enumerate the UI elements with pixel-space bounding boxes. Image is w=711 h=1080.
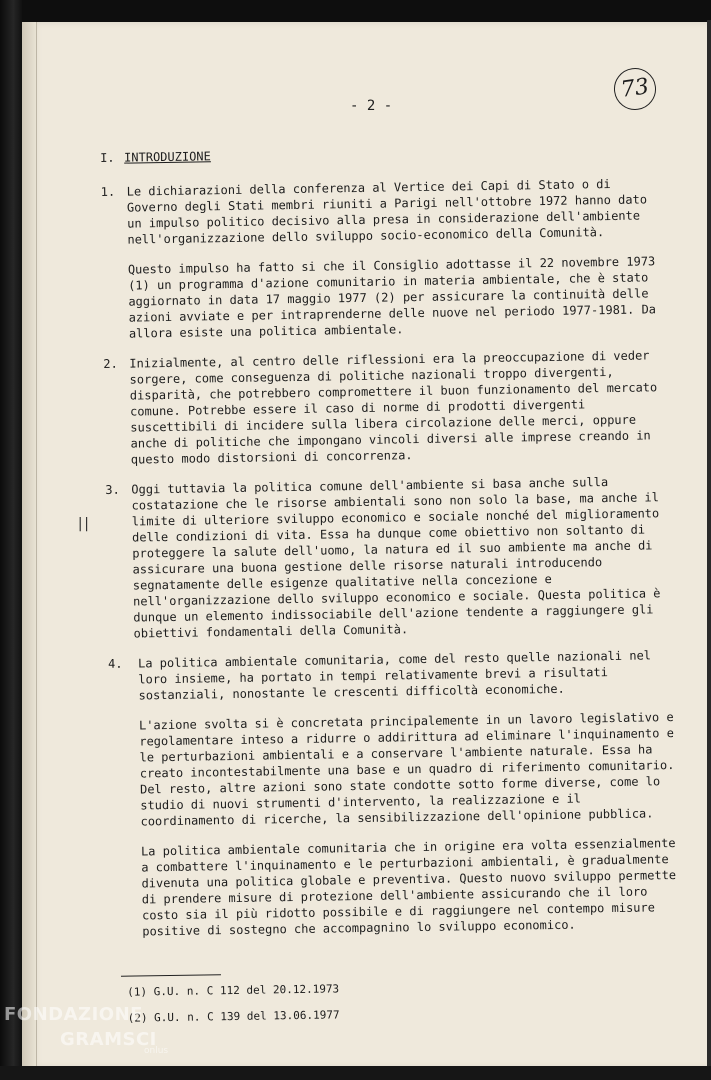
- right-page-edge: [707, 20, 711, 1070]
- paragraph-4: [108, 647, 674, 704]
- archive-watermark-logo: [4, 1004, 168, 1056]
- footnote-rule: [121, 974, 221, 977]
- paragraph-text: La politica ambientale comunitaria che in origine era volta essenzialmente a combattere l'inquinamento e le perturbazioni ambientali, è gradualmente divenuta una politica globale e preventiva. Questo nuovo sviluppo permette di prendere misure di protezione dell'ambiente assicurando che il loro costo sia il più ridotto possibile e di raggiungere nel contempo misure positive di sostegno che accompagnino lo sviluppo economico.: [140, 836, 677, 939]
- paragraph-text: La politica ambientale comunitaria, come del resto quelle nazionali nel loro insieme, ha portato in tempi relativamente brevi a risultati sostanziali, nonostante le crescenti difficoltà economiche.: [137, 648, 652, 703]
- bottom-edge: [0, 1066, 711, 1080]
- paragraph-text: Questo impulso ha fatto si che il Consiglio adottasse il 22 novembre 1973 (1) un programma d'azione comunitario in materia ambientale, che è stato aggiornato in data 17 maggio 1977 (2) per assicurare la continuità delle azioni avviate e per intraprenderne delle nuove nel periodo 1977-1981. Da allora esiste una politica ambientale.: [127, 254, 657, 341]
- section-title: INTRODUZIONE: [124, 149, 211, 165]
- watermark-line-3: onlus: [144, 1046, 169, 1056]
- paragraph-text: Oggi tuttavia la politica comune dell'ambiente si basa anche sulla costatazione che le risorse ambientali sono non solo la base, ma anche il limite di ulteriore sviluppo economico e sociale nonché del miglioramento delle condizioni di vita. Essa ha dunque come obiettivo non soltanto di proteggere la salute dell'uomo, la natura ed il suo ambiente ma anche di assicurare una buona gestione delle risorse naturali introducendo segnatamente delle esigenze qualitative nella concezione e nell'organizzazione dello sviluppo economico e sociale. Questa politica è dunque un elemento indissociabile dell'azione tendente a raggiungere gli obiettivi fondamentali della Comunità.: [131, 475, 661, 641]
- binder-spine: [0, 0, 22, 1080]
- paragraph-1: [101, 175, 667, 248]
- paragraph-number: 1.: [100, 184, 116, 199]
- page-binding-edge: [22, 22, 37, 1068]
- paragraph-1b: [102, 253, 668, 342]
- footnote-2: (2) G.U. n. C 139 del 13.06.1977: [127, 1008, 340, 1025]
- paragraph-number: 2.: [103, 356, 118, 371]
- watermark-line-1: FONDAZIONE: [4, 1004, 143, 1025]
- paragraph-text: L'azione svolta si è concretata principalemente in un lavoro legislativo e regolamentare inteso a ridurre o addirittura ad eliminare l'inquinamento e le perturbazioni ambientali e a conservare l'ambiente naturale. Essa ha creato incontestabilmente una base e un quadro di riferimento comunitario. Del resto, altre azioni sono state condotte sotto forme diverse, come lo studio di nuovi strumenti d'intervento, la realizzazione e il coordinamento di ricerche, la sensibilizzazione dell'opinione pubblica.: [138, 710, 675, 829]
- document-body: [100, 141, 679, 1037]
- paragraph-number: 4.: [107, 656, 123, 671]
- paragraph-text: Inizialmente, al centro delle riflessioni era la preoccupazione di veder sorgere, come conseguenza di politiche nazionali troppo divergenti, disparità, che potrebbero compromettere il buon funzionamento del mercato comune. Potrebbe essere il caso di norme di prodotti divergenti suscettibili di incidere sulla libera circolazione delle merci, oppure anche di politiche che impongano vincoli diversi alle imprese creando in questo modo distorsioni di concorrenza.: [129, 348, 658, 467]
- paragraph-4c: [111, 835, 677, 940]
- margin-mark: ||: [76, 516, 89, 532]
- paragraph-2: [103, 347, 670, 468]
- watermark-line-2: GRAMSCI: [60, 1029, 157, 1050]
- binder-top-edge: [0, 0, 711, 22]
- paragraph-text: Le dichiarazioni della conferenza al Vertice dei Capi di Stato o di Governo degli Stati membri riuniti a Parigi nell'ottobre 1972 hanno dato un impulso politico decisivo alla presa in considerazione dell'ambiente nell'organizzazione dello sviluppo socio-economico della Comunità.: [126, 176, 648, 247]
- archive-number-stamp: 73: [611, 65, 658, 112]
- paragraph-number: 3.: [105, 482, 120, 497]
- paragraph-4b: [109, 709, 676, 830]
- page-number: - 2 -: [350, 98, 393, 114]
- section-number: I.: [100, 150, 115, 165]
- paragraph-3: [105, 473, 672, 642]
- footnote-1: (1) G.U. n. C 112 del 20.12.1973: [127, 982, 340, 999]
